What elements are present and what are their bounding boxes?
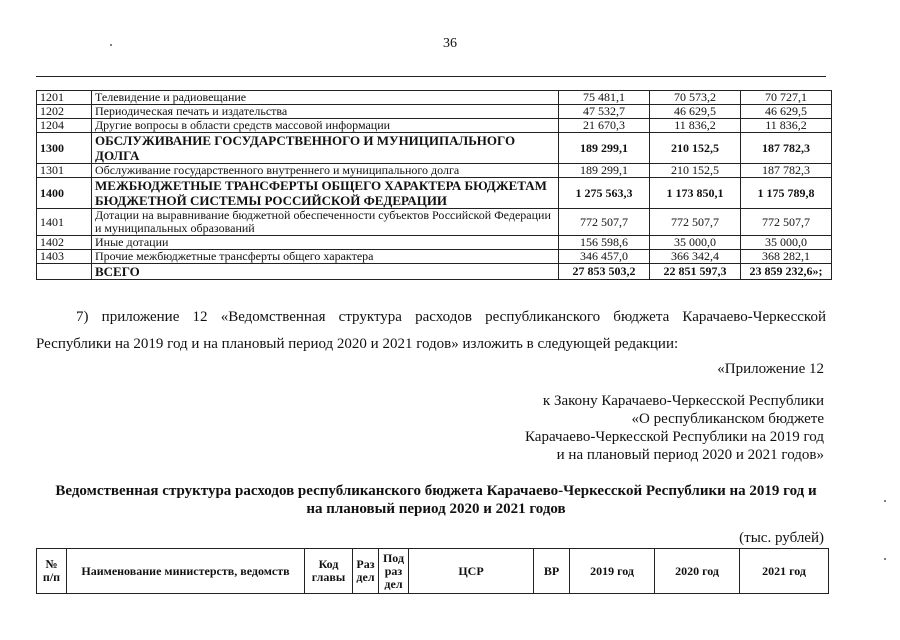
- appendix-title: «Приложение 12: [717, 361, 824, 377]
- header-row: [37, 549, 829, 594]
- row-value-2019: 156 598,6: [559, 236, 650, 250]
- row-name: Телевидение и радиовещание: [92, 91, 559, 105]
- col-num: № п/п: [37, 549, 67, 594]
- row-value-2021: 46 629,5: [741, 105, 832, 119]
- document-title-line-1: Ведомственная структура расходов республиканского бюджета Карачаево-Черкесской Республики на 2019 год и: [55, 483, 817, 499]
- row-code: 1202: [37, 105, 92, 119]
- table-row-section: [37, 178, 832, 209]
- table-row: [37, 105, 832, 119]
- row-code: 1204: [37, 119, 92, 133]
- appendix-line-1: к Закону Карачаево-Черкесской Республики: [542, 393, 824, 409]
- row-value-2020: 1 173 850,1: [650, 178, 741, 209]
- row-value-2019: 772 507,7: [559, 209, 650, 236]
- row-name: Прочие межбюджетные трансферты общего характера: [92, 250, 559, 264]
- row-code: 1401: [37, 209, 92, 236]
- row-value-2021: 70 727,1: [741, 91, 832, 105]
- row-value-2019: 1 275 563,3: [559, 178, 650, 209]
- col-podrazdel: Под раз дел: [379, 549, 409, 594]
- row-value-2019: 21 670,3: [559, 119, 650, 133]
- paragraph-line-1: 7) приложение 12 «Ведомственная структура расходов республиканского бюджета Карачаево-Черкесской: [76, 309, 826, 325]
- col-name: Наименование министерств, ведомств: [67, 549, 305, 594]
- total-label: ВСЕГО: [92, 264, 559, 280]
- paragraph-line-2: Республики на 2019 год и на плановый период 2020 и 2021 годов» изложить в следующей редакции:: [36, 336, 679, 352]
- row-value-2020: 772 507,7: [650, 209, 741, 236]
- top-rule: [36, 76, 826, 77]
- structure-table-header: [36, 548, 829, 594]
- col-razdel: Раз дел: [353, 549, 379, 594]
- total-value-2020: 22 851 597,3: [650, 264, 741, 280]
- row-name: Другие вопросы в области средств массовой информации: [92, 119, 559, 133]
- row-code: 1400: [37, 178, 92, 209]
- scan-speck: [884, 558, 886, 560]
- row-value-2021: 35 000,0: [741, 236, 832, 250]
- col-vr: ВР: [534, 549, 570, 594]
- table-row: [37, 250, 832, 264]
- row-value-2021: 368 282,1: [741, 250, 832, 264]
- row-value-2019: 75 481,1: [559, 91, 650, 105]
- total-value-2019: 27 853 503,2: [559, 264, 650, 280]
- row-value-2020: 35 000,0: [650, 236, 741, 250]
- row-code: 1300: [37, 133, 92, 164]
- row-value-2020: 210 152,5: [650, 164, 741, 178]
- units-label: (тыс. рублей): [739, 530, 824, 546]
- row-name: Периодическая печать и издательства: [92, 105, 559, 119]
- row-value-2019: 189 299,1: [559, 164, 650, 178]
- total-value-2021: 23 859 232,6»;: [741, 264, 832, 280]
- row-name: МЕЖБЮДЖЕТНЫЕ ТРАНСФЕРТЫ ОБЩЕГО ХАРАКТЕРА БЮДЖЕТАМ БЮДЖЕТНОЙ СИСТЕМЫ РОССИЙСКОЙ ФЕДЕРАЦИИ: [92, 178, 559, 209]
- row-code: 1403: [37, 250, 92, 264]
- row-value-2020: 210 152,5: [650, 133, 741, 164]
- col-code: Код главы: [305, 549, 353, 594]
- document-title: [36, 482, 836, 518]
- appendix-line-2: «О республиканском бюджете: [631, 411, 824, 427]
- table-row: [37, 209, 832, 236]
- row-code: 1301: [37, 164, 92, 178]
- document-title-line-2: на плановый период 2020 и 2021 годов: [306, 501, 566, 517]
- table-row: [37, 119, 832, 133]
- row-value-2020: 366 342,4: [650, 250, 741, 264]
- table-row-total: [37, 264, 832, 280]
- row-name: Иные дотации: [92, 236, 559, 250]
- table-row: [37, 164, 832, 178]
- row-code: 1402: [37, 236, 92, 250]
- row-value-2020: 70 573,2: [650, 91, 741, 105]
- row-name: Обслуживание государственного внутреннего и муниципального долга: [92, 164, 559, 178]
- table-row: [37, 91, 832, 105]
- row-name: ОБСЛУЖИВАНИЕ ГОСУДАРСТВЕННОГО И МУНИЦИПАЛЬНОГО ДОЛГА: [92, 133, 559, 164]
- row-value-2020: 11 836,2: [650, 119, 741, 133]
- row-value-2021: 1 175 789,8: [741, 178, 832, 209]
- appendix-line-4: и на плановый период 2020 и 2021 годов»: [556, 447, 824, 463]
- row-value-2021: 187 782,3: [741, 133, 832, 164]
- scan-speck: [884, 500, 886, 502]
- row-value-2019: 189 299,1: [559, 133, 650, 164]
- row-value-2021: 772 507,7: [741, 209, 832, 236]
- row-value-2021: 11 836,2: [741, 119, 832, 133]
- appendix-line-3: Карачаево-Черкесской Республики на 2019 год: [525, 429, 824, 445]
- budget-table: [36, 90, 832, 280]
- col-csr: ЦСР: [409, 549, 534, 594]
- page-number: 36: [443, 36, 457, 51]
- scan-speck: [110, 44, 112, 46]
- row-name: Дотации на выравнивание бюджетной обеспеченности субъектов Российской Федерации и муниципальных образований: [92, 209, 559, 236]
- table-row: [37, 236, 832, 250]
- col-2021: 2021 год: [740, 549, 829, 594]
- row-code: 1201: [37, 91, 92, 105]
- col-2020: 2020 год: [655, 549, 740, 594]
- total-code: [37, 264, 92, 280]
- row-value-2019: 346 457,0: [559, 250, 650, 264]
- table-row-section: [37, 133, 832, 164]
- row-value-2021: 187 782,3: [741, 164, 832, 178]
- row-value-2020: 46 629,5: [650, 105, 741, 119]
- row-value-2019: 47 532,7: [559, 105, 650, 119]
- col-2019: 2019 год: [570, 549, 655, 594]
